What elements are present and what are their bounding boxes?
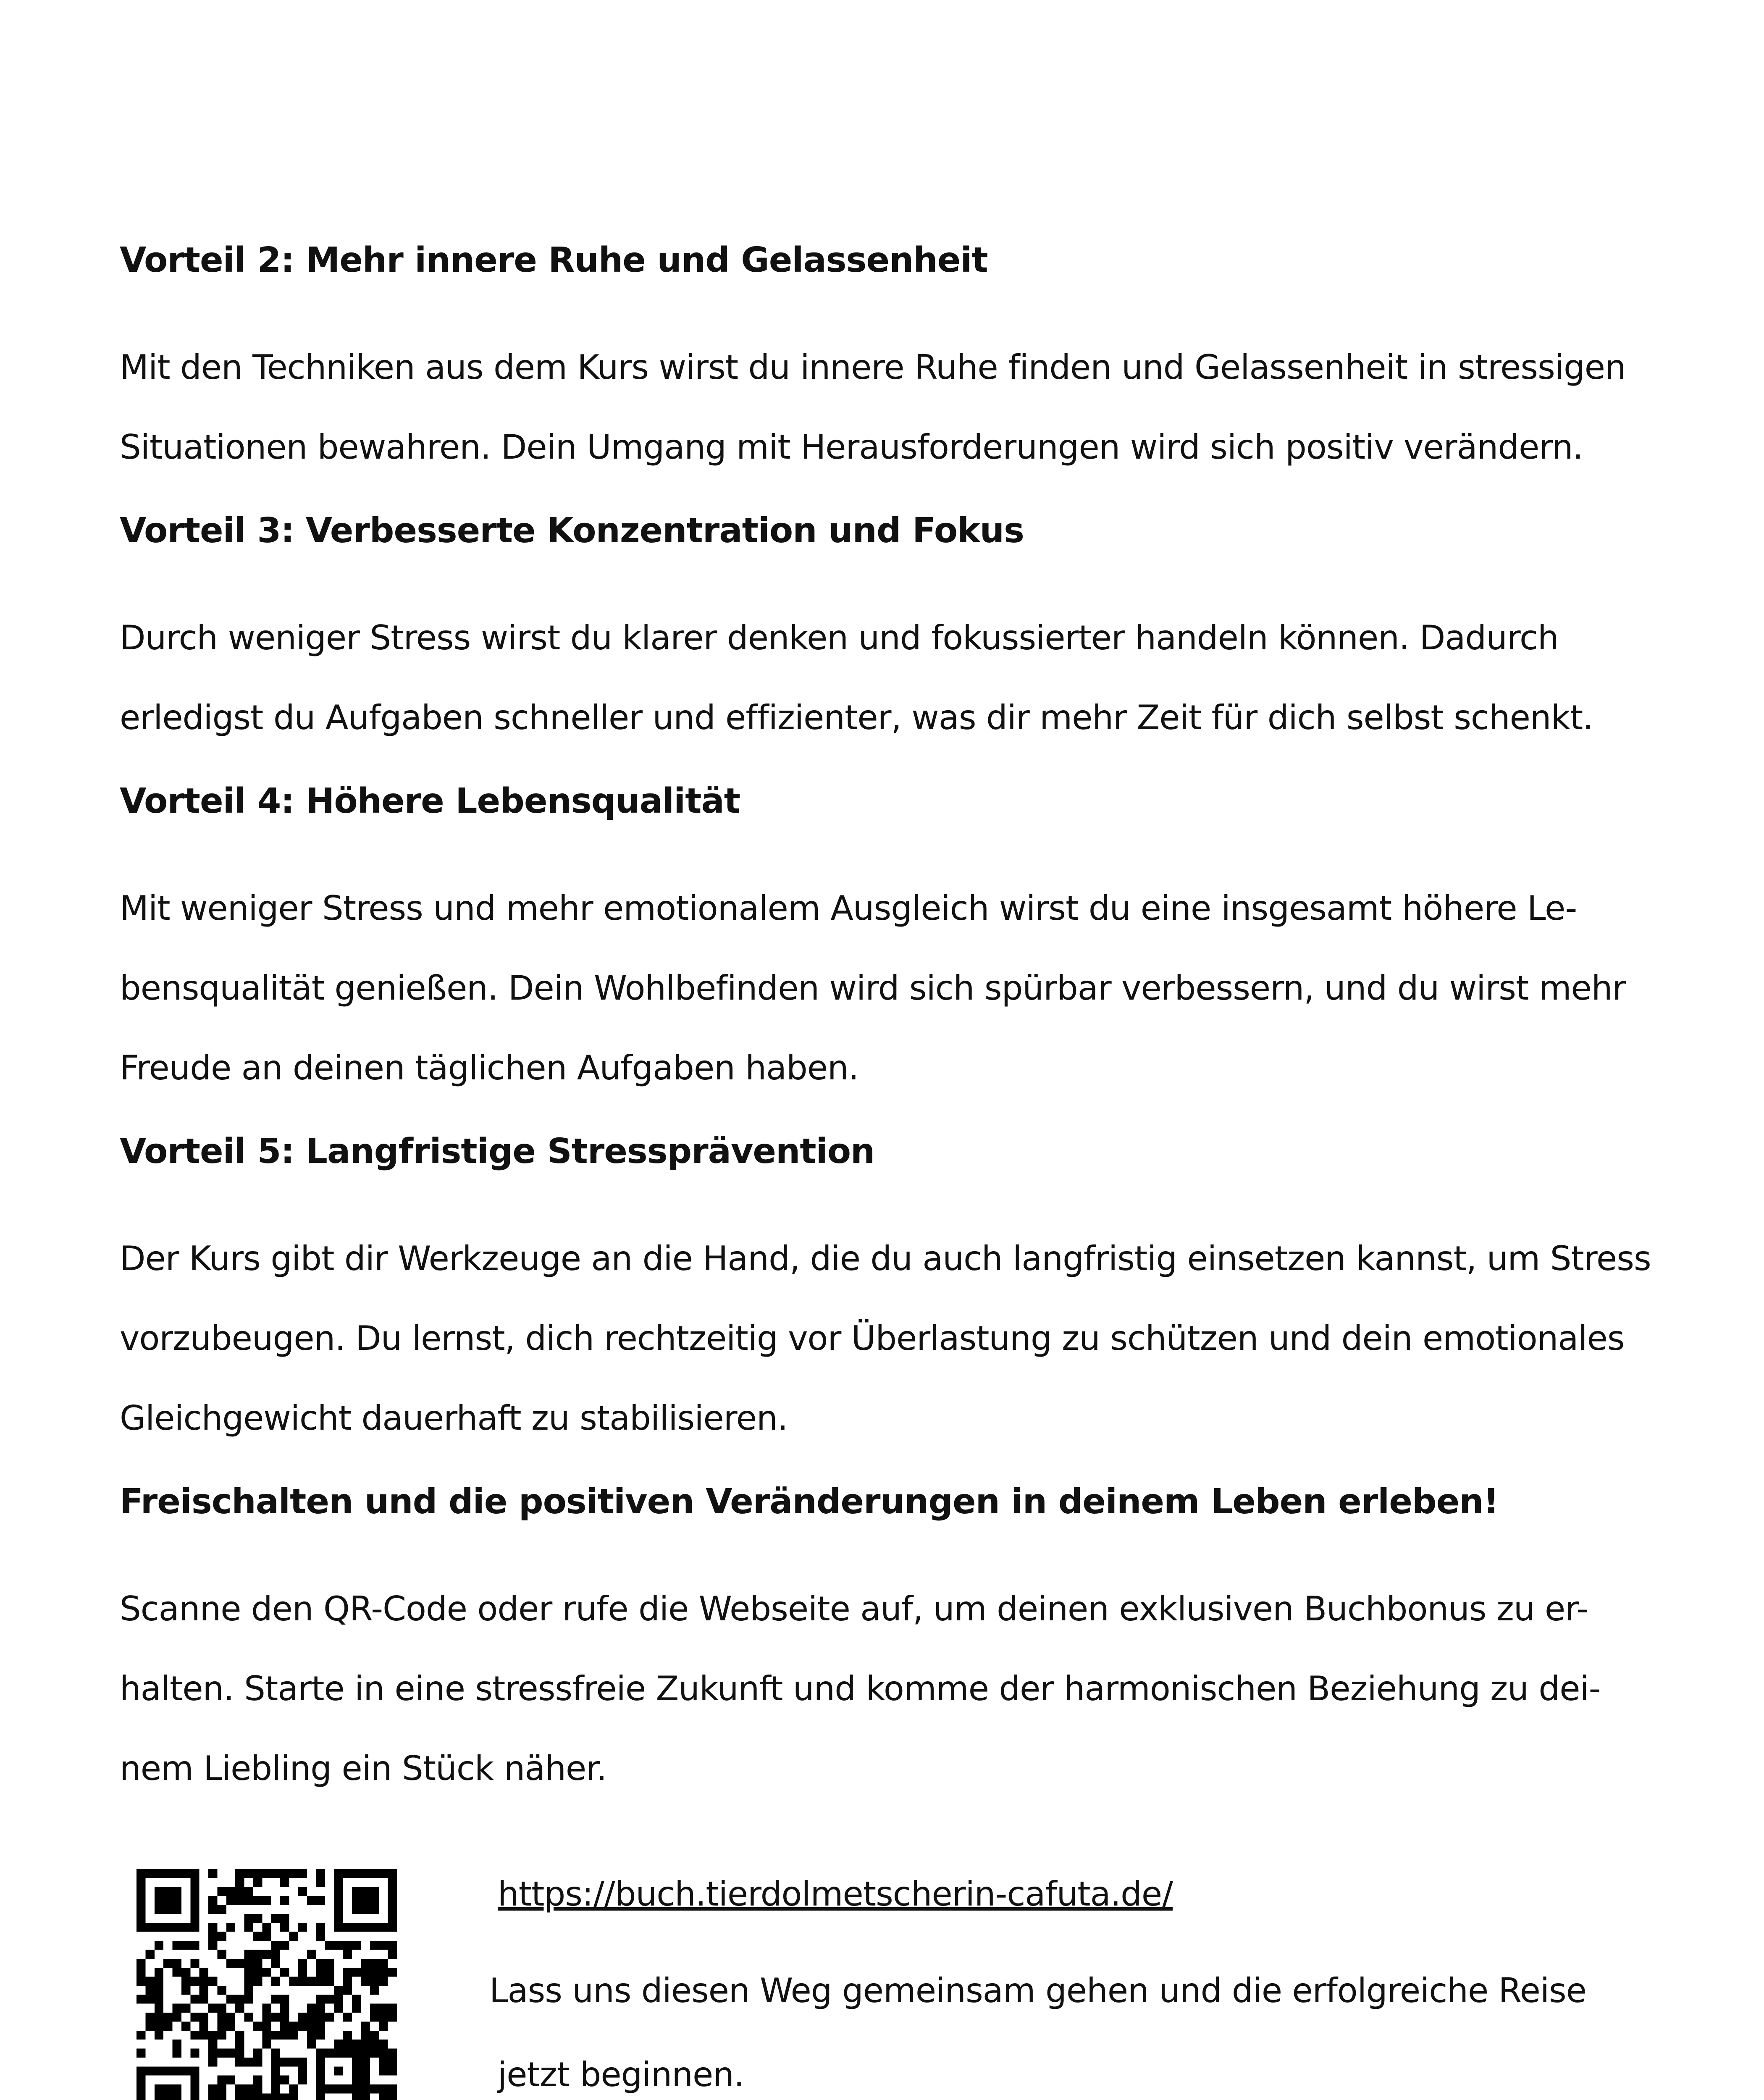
closing-line: Lass uns diesen Weg gemeinsam gehen und die erfolgreiche Reise: [489, 1971, 1586, 2010]
page-content: [120, 235, 1651, 1827]
paragraph-line: Mit den Techniken aus dem Kurs wirst du innere Ruhe finden und Gelassenheit in stressigen: [120, 348, 1626, 387]
section-heading-vorteil-5: Vorteil 5: Langfristige Stressprävention: [120, 1131, 875, 1171]
paragraph-line: Der Kurs gibt dir Werkzeuge an die Hand, die du auch langfristig einsetzen kannst, um Stress: [120, 1239, 1651, 1278]
paragraph-line: halten. Starte in eine stressfreie Zukunft und komme der harmonischen Beziehung zu dei-: [120, 1669, 1601, 1708]
qr-text-block: [489, 1869, 1586, 2100]
paragraph-line: vorzubeugen. Du lernst, dich rechtzeitig vor Überlastung zu schützen und dein emotionales: [120, 1319, 1625, 1358]
section-paragraph-freischalten: [120, 1569, 1601, 1809]
section-paragraph-vorteil-4: [120, 869, 1626, 1108]
paragraph-line: Freude an deinen täglichen Aufgaben haben.: [120, 1048, 859, 1087]
section-heading-vorteil-4: Vorteil 4: Höhere Lebensqualität: [120, 781, 740, 821]
paragraph-line: erledigst du Aufgaben schneller und effizienter, was dir mehr Zeit für dich selbst schenkt.: [120, 698, 1593, 737]
paragraph-line: Durch weniger Stress wirst du klarer denken und fokussierter handeln können. Dadurch: [120, 618, 1559, 657]
section-heading-vorteil-3: Vorteil 3: Verbesserte Konzentration und Fokus: [120, 511, 1024, 551]
paragraph-line: Scanne den QR-Code oder rufe die Webseite auf, um deinen exklusiven Buchbonus zu er-: [120, 1589, 1588, 1628]
section-heading-freischalten: Freischalten und die positiven Veränderungen in deinem Leben erleben!: [120, 1482, 1499, 1522]
website-link[interactable]: https://buch.tierdolmetscherin-cafuta.de/: [498, 1874, 1173, 1914]
paragraph-line: nem Liebling ein Stück näher.: [120, 1749, 607, 1788]
section-paragraph-vorteil-2: [120, 328, 1626, 487]
paragraph-line: bensqualität genießen. Dein Wohlbefinden wird sich spürbar verbessern, und du wirst mehr: [120, 969, 1626, 1008]
paragraph-line: Gleichgewicht dauerhaft zu stabilisieren.: [120, 1399, 788, 1438]
section-paragraph-vorteil-5: [120, 1219, 1651, 1458]
closing-line: jetzt beginnen.: [498, 2055, 744, 2094]
paragraph-line: Situationen bewahren. Dein Umgang mit Herausforderungen wird sich positiv verändern.: [120, 428, 1583, 467]
section-paragraph-vorteil-3: [120, 598, 1593, 758]
qr-section: [136, 1869, 1586, 2100]
section-heading-vorteil-2: Vorteil 2: Mehr innere Ruhe und Gelassenheit: [120, 240, 988, 280]
closing-paragraph: [489, 1949, 1586, 2100]
paragraph-line: Mit weniger Stress und mehr emotionalem Ausgleich wirst du eine insgesamt höhere Le-: [120, 889, 1577, 928]
qr-code-icon: [136, 1869, 397, 2100]
